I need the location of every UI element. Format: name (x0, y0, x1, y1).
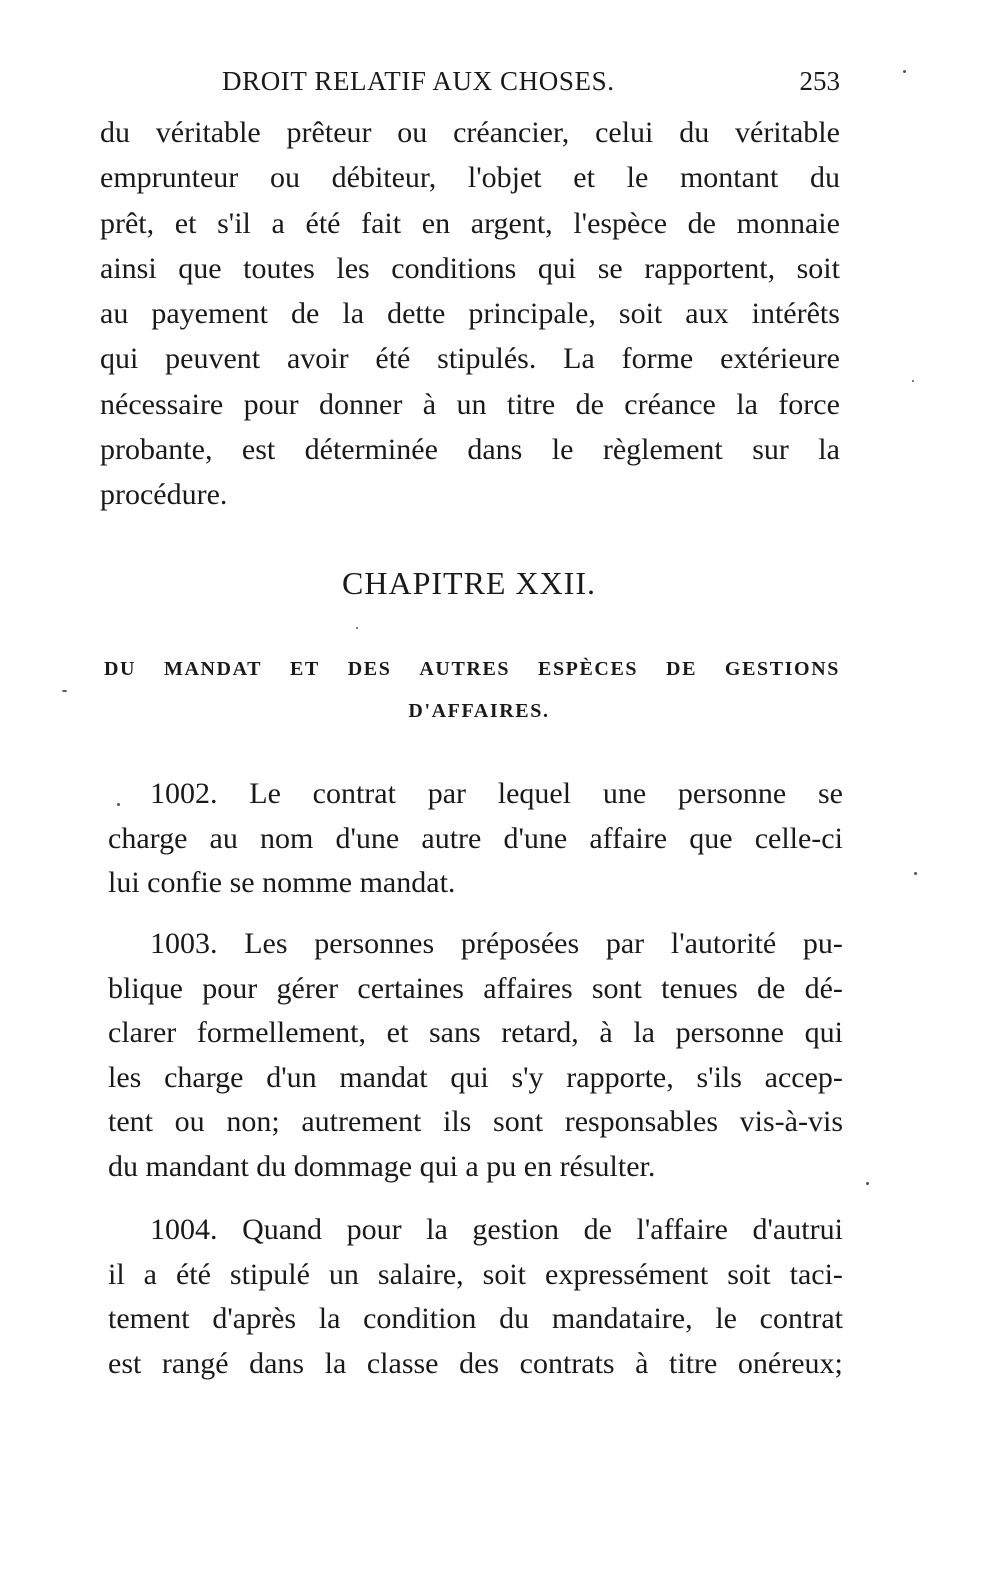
text-line: 1002. Le contrat par lequel une personne se (108, 772, 843, 817)
text-line: lui confie se nomme mandat. (108, 866, 456, 900)
text-line: 1003. Les personnes préposées par l'autorité pu- (108, 922, 843, 967)
text-line: clarer formellement, et sans retard, à la personne qui (108, 1016, 843, 1050)
text-line: charge au nom d'une autre d'une affaire que celle-ci (108, 821, 843, 855)
subtitle-line: D'AFFAIRES. (408, 700, 550, 722)
text-line: prêt, et s'il a été fait en argent, l'espèce de monnaie (100, 206, 840, 240)
text-line: du véritable prêteur ou créancier, celui du véritable (100, 116, 840, 149)
text-line: probante, est déterminée dans le règlement sur la (100, 433, 840, 467)
continuation-paragraph (100, 110, 840, 518)
text-line: est rangé dans la classe des contrats à titre onéreux; (108, 1346, 843, 1380)
text-line: procédure. (100, 478, 228, 512)
page-number: 253 (799, 66, 840, 96)
running-head (222, 66, 840, 106)
running-title: DROIT RELATIF AUX CHOSES. (222, 66, 615, 96)
paper-speck (866, 1182, 869, 1185)
article-1002 (108, 772, 843, 906)
article-number: 1002. (150, 777, 218, 810)
paper-speck (912, 380, 914, 382)
text-line: emprunteur ou débiteur, l'objet et le montant du (100, 161, 840, 195)
article-1003 (108, 922, 843, 1190)
article-1004 (108, 1208, 843, 1386)
text-line: ainsi que toutes les conditions qui se rapportent, soit (100, 251, 840, 285)
text-line: nécessaire pour donner à un titre de créance la force (100, 387, 840, 421)
text-line: du mandant du dommage qui a pu en résulter. (108, 1149, 656, 1183)
text-line: qui peuvent avoir été stipulés. La forme extérieure (100, 342, 840, 376)
text-line: tent ou non; autrement ils sont responsables vis-à-vis (108, 1105, 843, 1139)
text-line: tement d'après la condition du mandataire, le contrat (108, 1302, 843, 1336)
article-number: 1004. (150, 1213, 218, 1246)
chapter-subtitle (104, 648, 840, 732)
text-line: blique pour gérer certaines affaires sont tenues de dé- (108, 971, 843, 1005)
paper-speck (62, 690, 67, 692)
text-line: 1004. Quand pour la gestion de l'affaire d'autrui (108, 1208, 843, 1253)
paper-speck (914, 872, 917, 875)
text-line: il a été stipulé un salaire, soit expressément soit taci- (108, 1257, 843, 1291)
paper-speck (117, 803, 120, 806)
paper-speck (356, 627, 358, 629)
text-line: les charge d'un mandat qui s'y rapporte, s'ils accep- (108, 1060, 843, 1094)
subtitle-line: DU MANDAT ET DES AUTRES ESPÈCES DE GESTIONS (104, 658, 840, 680)
chapter-title: CHAPITRE XXII. (342, 565, 596, 601)
paper-speck (903, 70, 906, 73)
article-number: 1003. (150, 927, 218, 960)
text-line: au payement de la dette principale, soit aux intérêts (100, 297, 840, 331)
